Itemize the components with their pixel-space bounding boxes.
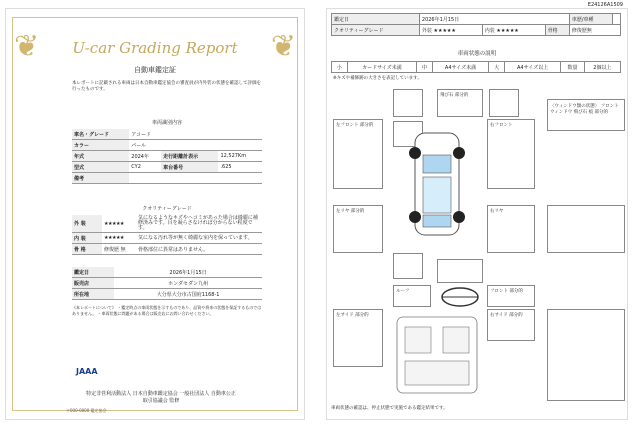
footer-note: 車両状態の確認は、停止状態で実施である鑑定結果です。 [331,406,448,411]
row-value: 2026年1月15日 [419,14,569,25]
damage-label: フロント 部分的 [490,289,523,294]
table-row [72,140,262,151]
damage-box [393,285,431,307]
row-value: ホンダセダン九州 [114,278,262,289]
issuer-text: 特定非営利活動法人 日本自動車鑑定協会 一般社団法人 自動車公正取引協議会 監修 [86,391,236,404]
windshield-box [547,99,625,131]
certificate-subtitle: 自動車鑑定証 [134,66,176,74]
certificate-title: U-car Grading Report [72,39,238,57]
ornament-right-icon: ❦ [270,29,296,64]
damage-box [437,89,483,117]
row-label: カラー [72,140,129,151]
windshield-note: 〈ウィンドウ類の状態〉 フロントウィンドウ 飛び石 痕 部分的 [550,104,619,115]
damage-box [547,205,625,253]
section-title: 車両状態の説明 [457,51,497,57]
row-value: CY2 [129,162,161,173]
grade-stars: 修復歴 無 [102,244,136,255]
damage-label: 左リヤ 部分的 [336,209,365,214]
header-table [331,13,621,36]
row-label: 車歴/車種 [569,14,612,25]
row-value: 外装 ★★★★★ [419,25,482,36]
condition-sheet [326,2,628,420]
legend-cell: A4サイズ未満 [432,62,488,73]
row-label: 備考 [72,173,129,184]
legend-cell: A4サイズ以上 [504,62,560,73]
interior-diagram [389,313,485,397]
table-row [72,267,262,278]
table-row [72,278,262,289]
damage-box [489,89,519,117]
grading-certificate [5,8,305,420]
serial-number: E24126A1509 [587,2,623,8]
row-label: 鑑定日 [332,14,420,25]
legend-table [331,61,621,73]
grade-label: 骨 格 [72,244,102,255]
notes-text: 《本レポートについて》 ・鑑定時点の車両状態を示すものであり、品質や将来の状態を保証するものではありません。 ・車両状態に問題がある場合は販売店にお問い合わせください。 [72,305,262,316]
legend-cell: 小 [332,62,348,73]
legend-cell: 2個以上 [584,62,620,73]
damage-box [333,309,383,367]
issuer-subtext: 〒000-0000 鑑定協会 [66,408,107,413]
row-value: 修復歴無 [569,25,620,36]
row-label: 鑑定日 [72,267,114,278]
row-value: 大分県大分市古国府1168-1 [114,289,262,300]
decorative-frame [12,17,298,411]
damage-box [487,119,535,189]
grade-stars: ★★★★★ [102,233,136,244]
damage-label: 右リヤ [490,209,504,214]
vehicle-section-title: 車両識別内容 [151,120,182,126]
table-row [332,62,621,73]
damage-box [487,205,535,253]
row-value: .625 [218,162,262,173]
table-row [72,233,262,244]
row-value: 内装 ★★★★★ [482,25,545,36]
row-value [129,173,262,184]
row-label: 車名・グレード [72,129,129,140]
intro-text: 本レポートに記載される車両は日本自動車鑑定協会の審査員が内外装の状態を確認して評価を行ったものです。 [72,81,261,92]
table-row [72,162,262,173]
row-label: 車台番号 [161,162,218,173]
damage-label: 右サイド 部分的 [490,313,523,318]
quality-section-title: クオリティーグレード [142,206,192,212]
grade-label: 外 装 [72,215,102,233]
row-label: 走行距離計表示 [161,151,218,162]
table-row [332,25,621,36]
row-value: 2024年 [129,151,161,162]
row-label: 所在地 [72,289,114,300]
table-row [72,151,262,162]
table-row [332,14,621,25]
row-label: クオリティーグレード [332,25,420,36]
grade-text: 気になる汚れ等が無く綺麗な室内を保っています。 [136,233,262,244]
table-row [72,244,262,255]
legend-note: ※キズや補修跡の大きさを表記しています。 [333,76,422,81]
row-label: 年式 [72,151,129,162]
damage-box [393,253,423,279]
damage-box [437,259,483,283]
vehicle-table [72,129,262,184]
grade-text: 気になるようなキズやヘコミがあった場合は綺麗に補修済みです。目を凝らさなければ分からない程度です。 [136,215,262,233]
row-value: アコード [129,129,262,140]
grade-table [72,215,262,255]
table-row [72,289,262,300]
grade-label: 内 装 [72,233,102,244]
row-value: 2026年1月15日 [114,267,262,278]
damage-label: 飛び石 部分的 [440,93,469,98]
damage-box [333,205,383,253]
jaaa-logo: JAAA [76,367,98,376]
interior-box [547,309,625,401]
damage-label: 左フロント 部分的 [336,123,374,128]
grade-text: 骨格部位に異常はありません。 [136,244,262,255]
table-row [72,129,262,140]
legend-cell: 大 [489,62,505,73]
car-diagram [389,129,485,239]
damage-box [333,119,383,189]
row-value: パール [129,140,262,151]
table-row [72,173,262,184]
table-row [72,215,262,233]
legend-cell: カードサイズ未満 [347,62,417,73]
row-label: 販売店 [72,278,114,289]
damage-label: 右フロント [490,123,513,128]
row-label: 骨格 [545,25,569,36]
legend-cell: 中 [417,62,433,73]
ornament-left-icon: ❦ [14,29,40,64]
damage-box [487,285,535,307]
dealer-table [72,267,262,300]
damage-label: ルーフ [396,289,410,294]
row-value [612,14,620,25]
damage-label: 左サイド 部分的 [336,313,369,318]
row-label: 型式 [72,162,129,173]
grade-stars: ★★★★★ [102,215,136,233]
damage-box [393,89,423,117]
damage-box [487,309,535,341]
steering-wheel-icon [437,285,483,309]
row-value: 12,527Km [218,151,262,162]
legend-cell: 数量 [561,62,584,73]
